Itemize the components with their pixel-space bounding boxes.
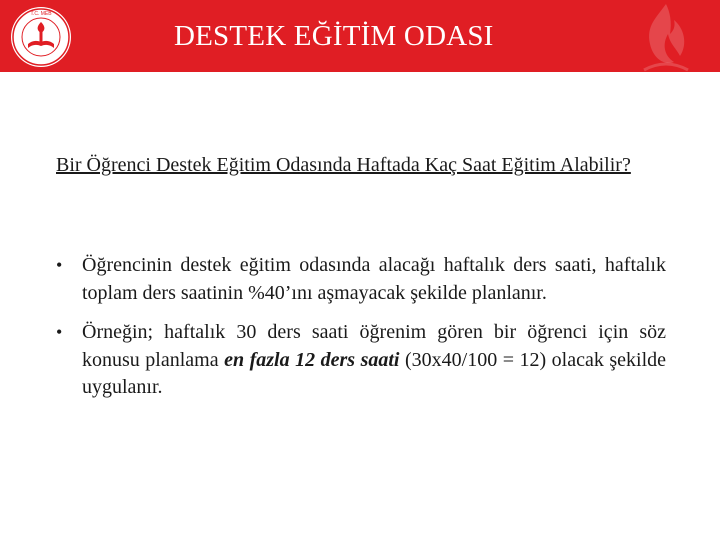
header-bar — [0, 0, 720, 72]
bullet-list — [56, 252, 666, 414]
list-item — [56, 252, 666, 307]
bullet-text: Öğrencinin destek eğitim odasında alacağı haftalık ders saati, haftalık toplam ders saatinin %40’ını aşmayacak şekilde planlanır. — [82, 254, 666, 304]
svg-text:T.C. MEB: T.C. MEB — [30, 11, 52, 17]
question-heading: Bir Öğrenci Destek Eğitim Odasında Haftada Kaç Saat Eğitim Alabilir? — [56, 154, 631, 176]
bullet-marker: • — [56, 322, 63, 342]
bullet-emphasis: en fazla 12 ders saati — [224, 348, 400, 371]
flame-watermark-icon — [626, 0, 706, 72]
bullet-text-before: Örneğin; haftalık 30 ders saati öğrenim gören bir öğrenci için söz konusu planlama — [82, 321, 666, 371]
list-item — [56, 319, 666, 402]
ministry-logo — [10, 6, 72, 68]
bullet-marker: • — [56, 255, 63, 275]
page-title: DESTEK EĞİTİM ODASI — [174, 20, 494, 52]
bullet-text-after: (30x40/100 = 12) olacak şekilde uygulanır. — [82, 348, 667, 398]
